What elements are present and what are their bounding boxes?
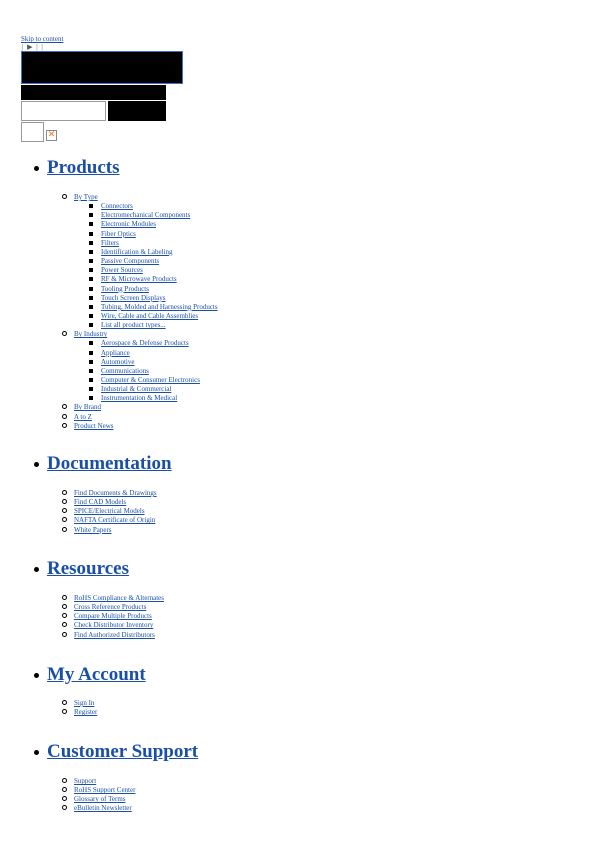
square-bullet-icon (89, 305, 93, 309)
square-bullet-icon (89, 213, 93, 217)
square-bullet-icon (89, 378, 93, 382)
resources-link[interactable]: Check Distributor Inventory (74, 621, 154, 630)
product-type-link[interactable]: Connectors (101, 202, 133, 211)
support-link[interactable]: RoHS Support Center (74, 786, 136, 795)
products-extra-link[interactable]: A to Z (74, 412, 92, 421)
circle-bullet-icon (62, 331, 67, 336)
circle-bullet-icon (62, 613, 67, 618)
circle-bullet-icon (62, 604, 67, 609)
square-bullet-icon (89, 222, 93, 226)
product-type-link[interactable]: List all product types... (101, 321, 166, 330)
skip-to-content-link[interactable]: Skip to content (21, 35, 64, 43)
products-extra-link[interactable]: Product News (74, 421, 114, 430)
resources-heading-link[interactable]: Resources (47, 558, 129, 579)
support-link[interactable]: eBulletin Newsletter (74, 804, 132, 813)
nav-products (34, 157, 119, 179)
circle-bullet-icon (62, 508, 67, 513)
documentation-link[interactable]: NAFTA Certificate of Origin (74, 516, 156, 525)
square-bullet-icon (89, 387, 93, 391)
resources-link[interactable]: Find Authorized Distributors (74, 630, 155, 639)
account-link[interactable]: Register (74, 708, 98, 717)
circle-bullet-icon (62, 787, 67, 792)
square-bullet-icon (89, 241, 93, 245)
circle-bullet-icon (62, 796, 67, 801)
square-bullet-icon (89, 268, 93, 272)
square-bullet-icon (89, 396, 93, 400)
circle-bullet-icon (62, 700, 67, 705)
circle-bullet-icon (62, 805, 67, 810)
nav-my-account (34, 664, 146, 686)
circle-bullet-icon (62, 632, 67, 637)
circle-bullet-icon (62, 499, 67, 504)
bullet-icon (34, 166, 39, 171)
product-type-link[interactable]: Tubing, Molded and Harnessing Products (101, 302, 218, 311)
bullet-icon (34, 750, 39, 755)
industry-link[interactable]: Communications (101, 366, 149, 375)
circle-bullet-icon (62, 404, 67, 409)
circle-bullet-icon (62, 490, 67, 495)
account-link[interactable]: Sign In (74, 699, 95, 707)
circle-bullet-icon (62, 414, 67, 419)
industry-link[interactable]: Appliance (101, 348, 130, 357)
circle-bullet-icon (62, 709, 67, 714)
customer-support-heading-link[interactable]: Customer Support (47, 741, 199, 762)
my-account-heading-link[interactable]: My Account (47, 664, 146, 685)
product-type-link[interactable]: Power Sources (101, 266, 143, 275)
square-bullet-icon (89, 341, 93, 345)
square-bullet-icon (89, 314, 93, 318)
square-bullet-icon (89, 204, 93, 208)
products-heading-link[interactable]: Products (47, 157, 120, 178)
resources-link[interactable]: RoHS Compliance & Alternates (74, 594, 165, 602)
square-bullet-icon (89, 277, 93, 281)
square-bullet-icon (89, 232, 93, 236)
toolbar-glyphs: | ▶ | | (22, 43, 44, 51)
tagline-bar (21, 85, 166, 100)
search-input[interactable] (21, 101, 106, 121)
support-link[interactable]: Support (74, 777, 97, 785)
search-button[interactable] (108, 101, 166, 121)
documentation-link[interactable]: Find Documents & Drawings (74, 489, 157, 497)
square-bullet-icon (89, 287, 93, 291)
options-box[interactable] (21, 122, 44, 142)
product-type-link[interactable]: Touch Screen Displays (101, 293, 166, 302)
industry-link[interactable]: Instrumentation & Medical (101, 394, 178, 403)
documentation-link[interactable]: SPICE/Electrical Models (74, 507, 145, 516)
circle-bullet-icon (62, 517, 67, 522)
product-type-link[interactable]: Filters (101, 238, 119, 247)
square-bullet-icon (89, 351, 93, 355)
industry-link[interactable]: Computer & Consumer Electronics (101, 376, 200, 384)
close-icon[interactable]: ✕ (47, 130, 56, 140)
by-type-link[interactable]: By Type (74, 193, 98, 201)
bullet-icon (34, 673, 39, 678)
support-link[interactable]: Glossary of Terms (74, 795, 126, 804)
nav-resources (34, 558, 129, 580)
product-type-link[interactable]: Wire, Cable and Cable Assemblies (101, 311, 199, 320)
industry-link[interactable]: Aerospace & Defense Products (101, 339, 189, 348)
logo-banner[interactable] (21, 51, 183, 84)
product-type-link[interactable]: Fiber Optics (101, 229, 136, 238)
industry-link[interactable]: Automotive (101, 357, 135, 366)
product-type-link[interactable]: Tooling Products (101, 284, 149, 293)
industry-link[interactable]: Industrial & Commercial (101, 385, 172, 394)
bullet-icon (34, 567, 39, 572)
documentation-link[interactable]: Find CAD Models (74, 498, 127, 507)
square-bullet-icon (89, 369, 93, 373)
product-type-link[interactable]: Identification & Labeling (101, 247, 173, 256)
square-bullet-icon (89, 250, 93, 254)
nav-customer-support (34, 741, 198, 763)
square-bullet-icon (89, 259, 93, 263)
square-bullet-icon (89, 360, 93, 364)
resources-link[interactable]: Compare Multiple Products (74, 612, 152, 621)
product-type-link[interactable]: Electromechanical Components (101, 211, 191, 220)
circle-bullet-icon (62, 527, 67, 532)
bullet-icon (34, 462, 39, 467)
product-type-link[interactable]: Electronic Modules (101, 220, 157, 229)
circle-bullet-icon (62, 194, 67, 199)
circle-bullet-icon (62, 595, 67, 600)
nav-documentation (34, 453, 172, 475)
products-extra-link[interactable]: By Brand (74, 403, 102, 412)
product-type-link[interactable]: RF & Microwave Products (101, 275, 177, 284)
product-type-link[interactable]: Passive Components (101, 257, 160, 266)
documentation-link[interactable]: White Papers (74, 525, 112, 534)
by-industry-link[interactable]: By Industry (74, 330, 108, 339)
resources-link[interactable]: Cross Reference Products (74, 603, 147, 612)
circle-bullet-icon (62, 778, 67, 783)
circle-bullet-icon (62, 423, 67, 428)
documentation-heading-link[interactable]: Documentation (47, 453, 172, 474)
circle-bullet-icon (62, 622, 67, 627)
square-bullet-icon (89, 296, 93, 300)
square-bullet-icon (89, 323, 93, 327)
